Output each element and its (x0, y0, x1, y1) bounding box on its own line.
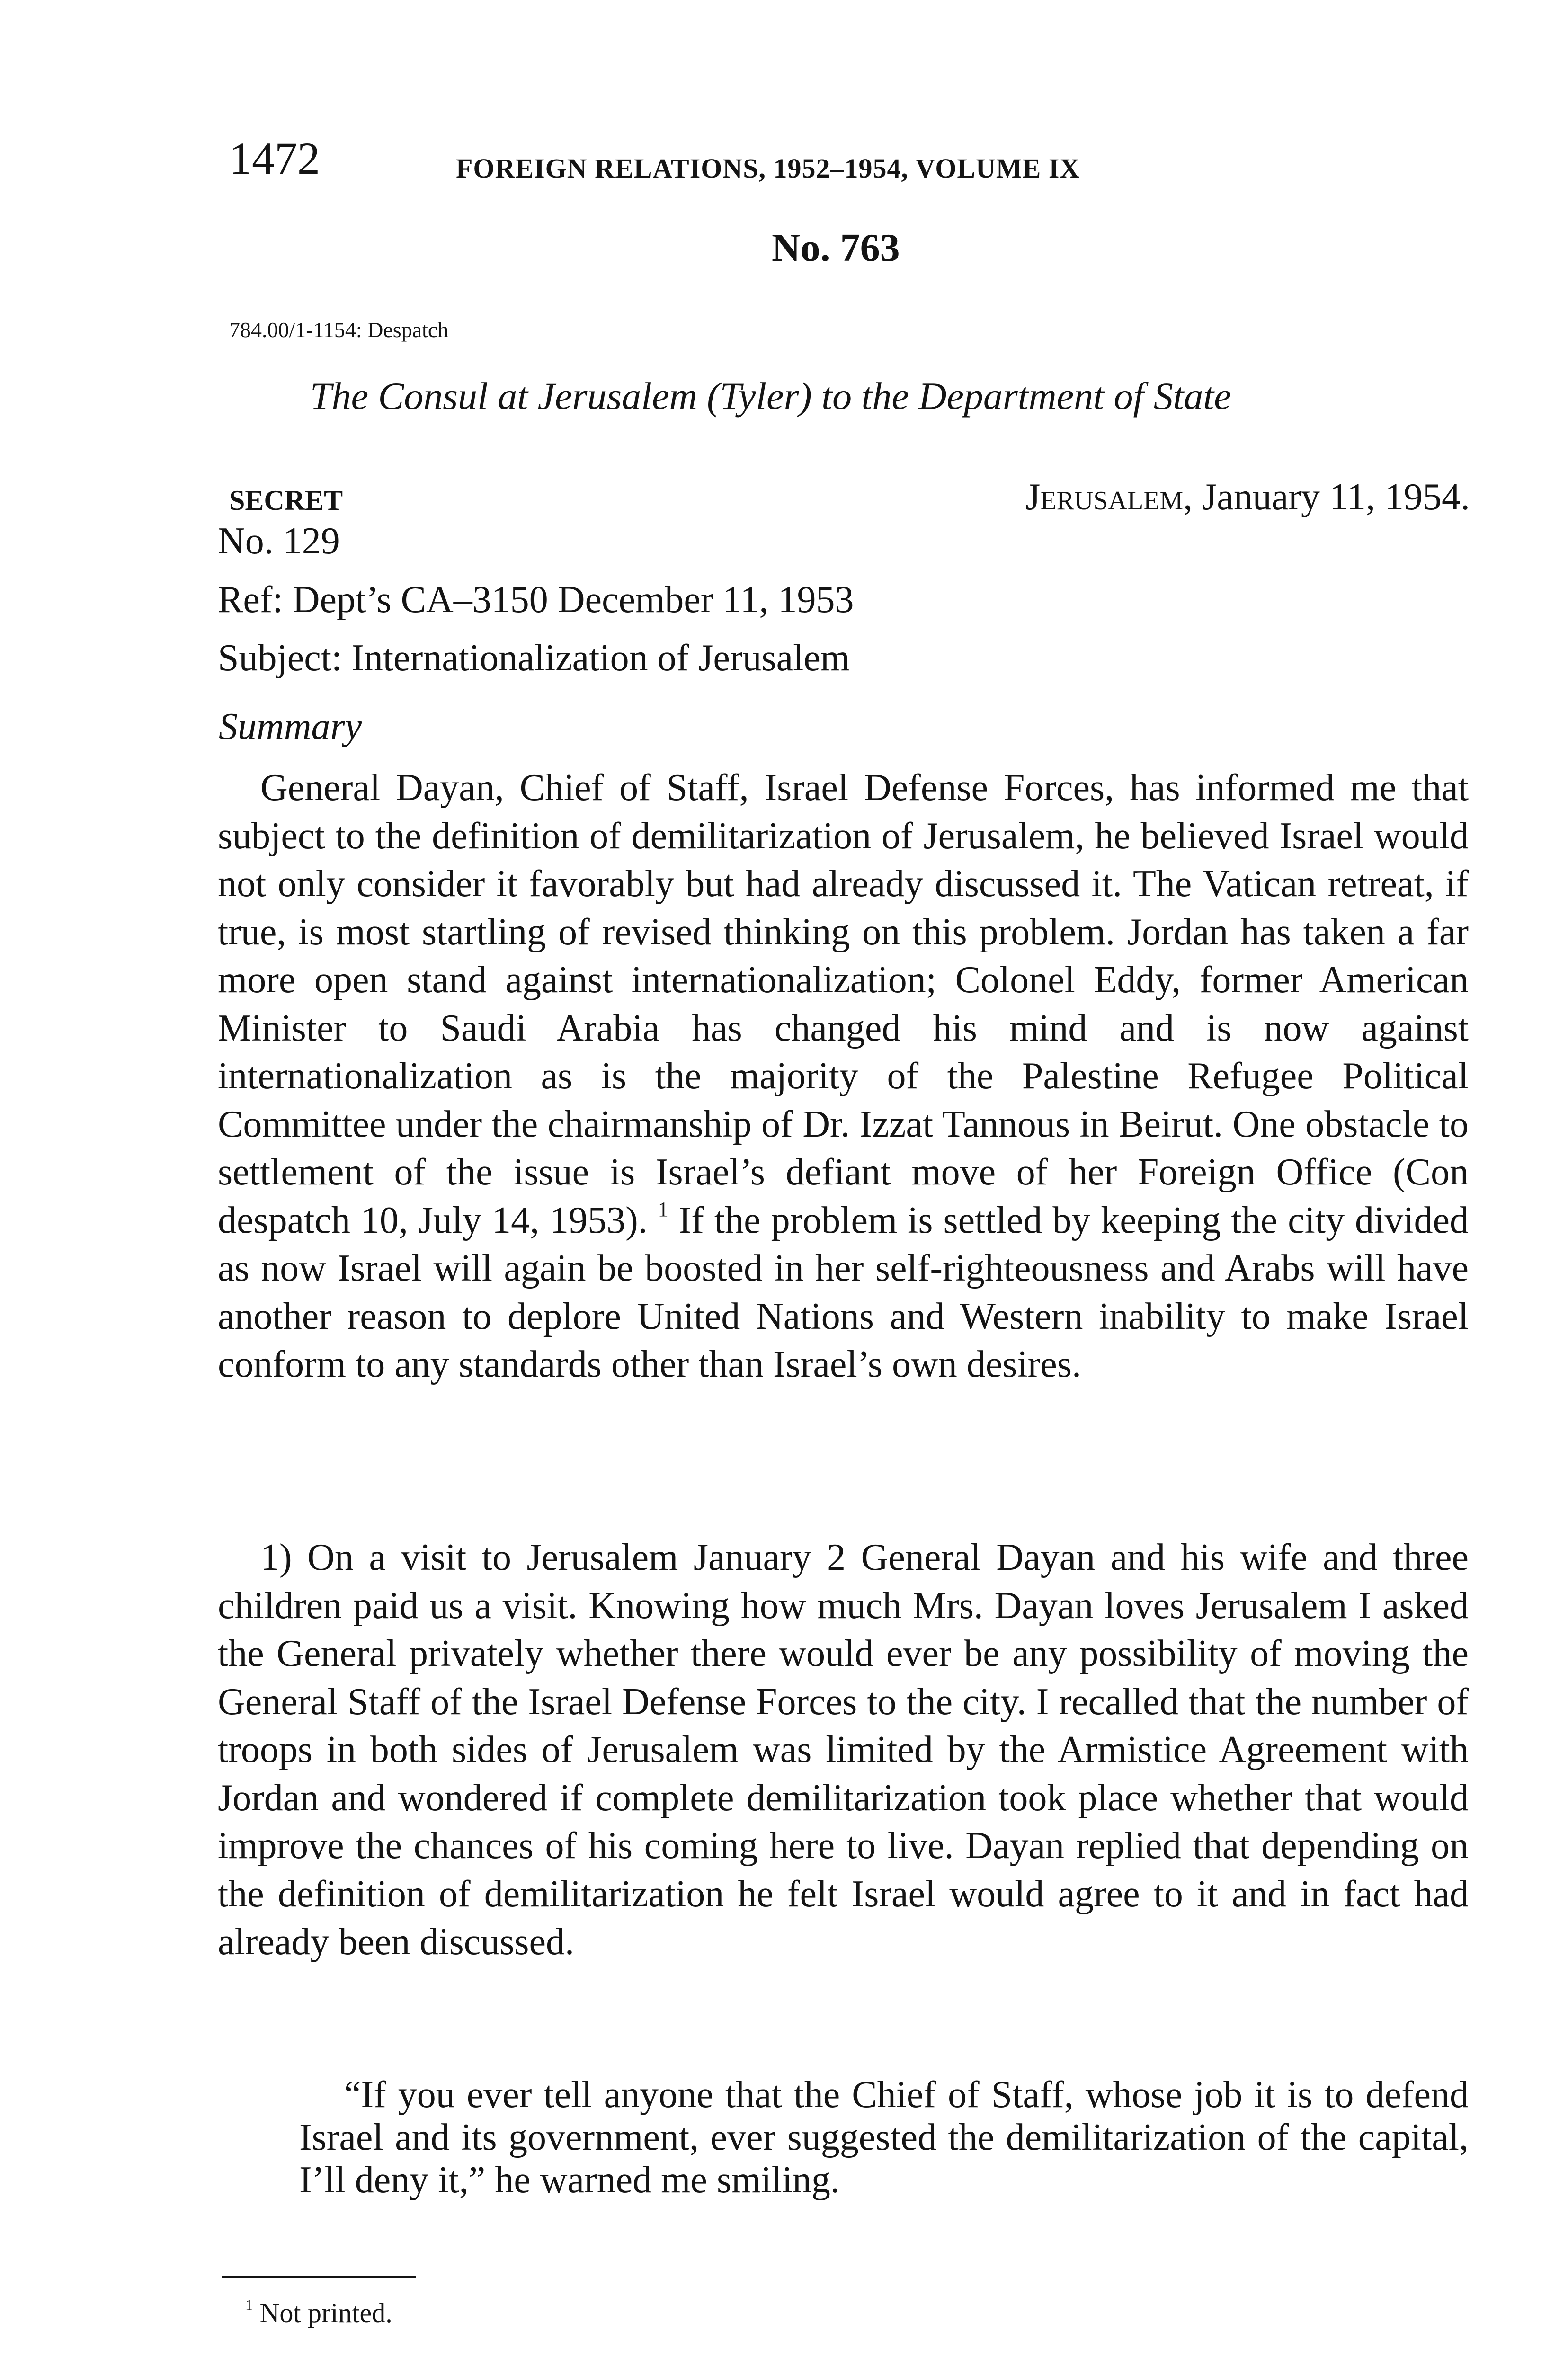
body-paragraph-1: 1) On a visit to Jerusalem January 2 General Dayan and his wife and three children paid us a visit. Knowing how much Mrs. Dayan loves Jerusalem I asked the General privately whether there would ever be any possibility of moving the General Staff of the Israel Defense Forces to the city. I recalled that the number of troops in both sides of Jerusalem was limited by the Armistice Agreement with Jordan and wondered if complete demilitarization took place whether that would improve the chances of his coming here to live. Dayan replied that depending on the definition of demilitarization he felt Israel would agree to it and in fact had already been discussed. (218, 1537, 1469, 1963)
footnote-marker: 1 (658, 1197, 668, 1221)
block-quote: “If you ever tell anyone that the Chief of Staff, whose job it is to defend Israel and its government, ever suggested the demilitarization of the capital, I’ll deny it,” he warned me smiling. (299, 2074, 1469, 2201)
footnote-1 (245, 2297, 392, 2329)
footnote-1-marker: 1 (245, 2296, 253, 2314)
summary-text-part2: If the problem is settled by keeping the city divided as now Israel will again be boosted in her self-righteousness and Arabs will have another reason to deplore United Nations and Western inability to make Israel conform to any standards other than Israel’s own desires. (218, 1199, 1469, 1385)
date: January 11, 1954. (1193, 476, 1470, 518)
document-title: The Consul at Jerusalem (Tyler) to the Department of State (310, 374, 1231, 418)
summary-text-part1: General Dayan, Chief of Staff, Israel Defense Forces, has informed me that subject to the definition of demilitarization of Jerusalem, he believed Israel would not only consider it favorably but had already discussed it. The Vatican retreat, if true, is most startling of revised thinking on this problem. Jordan has taken a far more open stand against internationalization; Colonel Eddy, former American Minister to Saudi Arabia has changed his mind and is now against internationalization as is the majority of the Palestine Refugee Political Committee under the chairmanship of Dr. Izzat Tannous in Beirut. One obstacle to settlement of the issue is Israel’s defiant move of her Foreign Office (Con despatch 10, July 14, 1953). (218, 767, 1469, 1241)
place: Jerusalem, (1025, 476, 1193, 518)
place-and-date (1025, 476, 1470, 519)
footnote-divider (222, 2276, 416, 2278)
file-reference: 784.00/1-1154: Despatch (229, 318, 449, 342)
summary-paragraph (218, 764, 1469, 1389)
footnote-1-text: Not printed. (252, 2297, 392, 2328)
subject-line: Subject: Internationalization of Jerusalem (218, 637, 850, 679)
reference-line: Ref: Dept’s CA–3150 December 11, 1953 (218, 579, 854, 621)
running-title: FOREIGN RELATIONS, 1952–1954, VOLUME IX (456, 153, 1080, 184)
despatch-number: No. 129 (218, 520, 340, 562)
summary-heading: Summary (219, 706, 362, 747)
classification-label: SECRET (229, 485, 343, 516)
page-number: 1472 (229, 133, 320, 184)
document-number: No. 763 (772, 226, 900, 270)
